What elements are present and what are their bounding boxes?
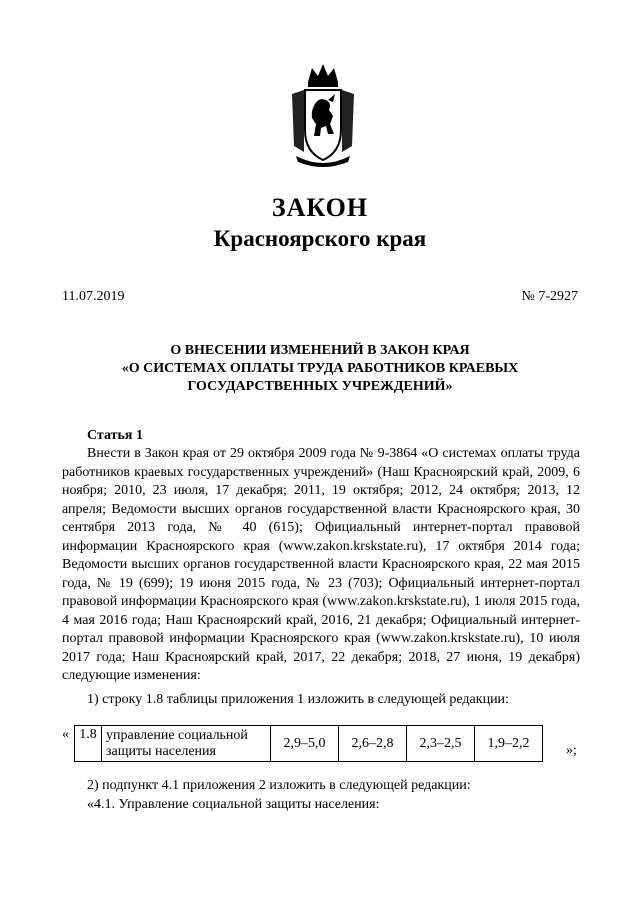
subject-line: ГОСУДАРСТВЕННЫХ УЧРЕЖДЕНИЙ» [187,379,453,394]
subject-line: О ВНЕСЕНИИ ИЗМЕНЕНИЙ В ЗАКОН КРАЯ [170,343,470,358]
krasnoyarsk-coat-of-arms-icon [288,60,358,168]
law-date: 11.07.2019 [62,289,125,304]
law-subtitle: Красноярского края [213,226,427,251]
law-title: ЗАКОН [271,193,369,222]
amended-table-row [62,725,592,765]
table-cell-number: 1.8 [75,726,102,762]
table-cell-name [102,726,271,762]
law-subject [60,342,580,396]
open-quote: « [62,727,69,742]
name-line: защиты населения [106,743,216,759]
close-quote: »; [566,743,577,758]
article-paragraph: Внести в Закон края от 29 октября 2009 года № 9-3864 «О системах оплаты труда работников краевых государственных учреждений» (Наш Красноярский край, 2009, 6 ноября; 2010, 23 июля, 17 декабря; 2011, 19 октября; 2012, 24 октября; 2013, 12 апреля; Ведомости высших органов государственной власти Красноярского края, 30 сентября 2013 года, № 40 (615); Официальный интернет-портал правовой информации Красноярского края (www.zakon.krskstate.ru), 17 октября 2014 года; Ведомости высших органов государственной власти Красноярского края, 22 мая 2015 года, № 19 (699); 19 июня 2015 года, № 23 (703); Официальный интернет-портал правовой информации Красноярского края (www.zakon.krskstate.ru), 1 июля 2015 года, 4 мая 2016 года; Наш Красноярский край, 2016, 21 декабря; Официальный интернет-портал правовой информации Красноярского края (www.zakon.krskstate.ru), 10 июля 2017 года; Наш Красноярский край, 2017, 22 декабря; 2018, 27 июня, 19 декабря) следующие изменения: [62,446,580,683]
table-cell-value: 1,9–2,2 [475,726,543,762]
amendment-item-2: 2) подпункт 4.1 приложения 2 изложить в следующей редакции: [87,778,471,793]
table-cell-value: 2,6–2,8 [339,726,407,762]
amendment-item-3: «4.1. Управление социальной защиты населения: [87,797,380,812]
amendment-item-1: 1) строку 1.8 таблицы приложения 1 изложить в следующей редакции: [87,692,509,707]
table-row [75,726,543,762]
subject-line: «О СИСТЕМАХ ОПЛАТЫ ТРУДА РАБОТНИКОВ КРАЕВЫХ [121,361,519,376]
table-cell-value: 2,3–2,5 [407,726,475,762]
law-number: № 7-2927 [521,289,578,304]
table-cell-value: 2,9–5,0 [271,726,339,762]
article-heading: Статья 1 [87,428,143,443]
rate-table [74,725,543,762]
name-line: управление социальной [106,727,248,743]
